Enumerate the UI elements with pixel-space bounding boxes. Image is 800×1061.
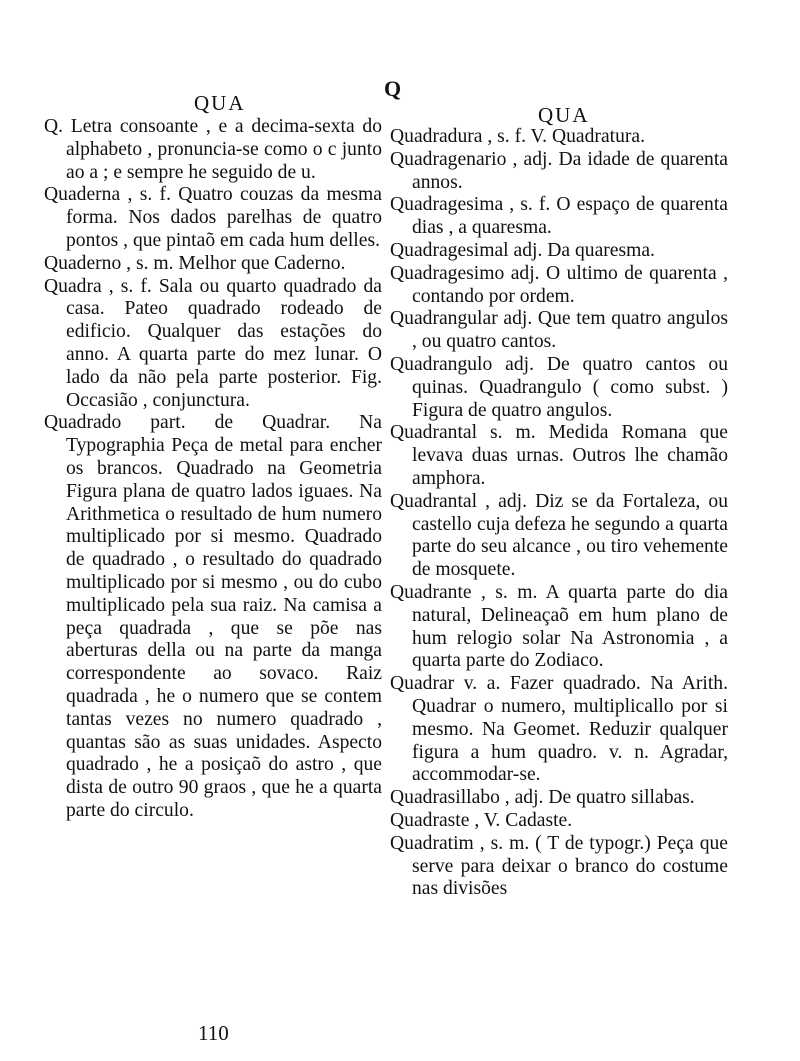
entry-quadrantal-noun: Quadrantal s. m. Medida Romana que levava duas urnas. Outros lhe chamão amphora. [390, 422, 728, 489]
entry-quaderno: Quaderno , s. m. Melhor que Caderno. [44, 252, 346, 274]
entry-quadratim: Quadratim , s. m. ( T de typogr.) Peça que serve para deixar o branco do costume nas divisões [390, 832, 728, 900]
left-running-header: QUA [194, 91, 246, 115]
entry-quadrangular: Quadrangular adj. Que tem quatro angulos , ou quatro cantos. [390, 308, 728, 353]
entry-quadra: Quadra , s. f. Sala ou quarto quadrado da casa. Pateo quadrado rodeado de edificio. Qualquer das estações do anno. A quarta parte do mez lunar. O lado da não pela parte posterior. Fig. Occasião , conjunctura. [44, 275, 382, 411]
entry-quadrasillabo: Quadrasillabo , adj. De quatro sillabas. [390, 787, 695, 809]
right-running-header: QUA [538, 103, 590, 127]
entry-quadrado: Quadrado part. de Quadrar. Na Typographia Peça de metal para encher os brancos. Quadrado na Geometria Figura plana de quatro lados iguaes. Na Arithmetica o resultado de hum numero multiplicado por si mesmo. Quadrado de quadrado , o resultado do quadrado multiplicado por si mesmo , ou do cubo multiplicado pela sua raiz. Na camisa a peça quadrada , que se põe nas aberturas della ou na parte da manga correspondente ao sovaco. Raiz quadrada , he o numero que se contem tantas vezes no numero quadrado , quantas são as suas unidades. Aspecto quadrado , he a posiçaõ do astro , que dista de outro 90 graos , que he a quarta parte do circulo. [44, 412, 382, 821]
entry-q: Q. Letra consoante , e a decima-sexta do alphabeto , pronuncia-se como o c junto ao a ; e sempre he seguido de u. [44, 116, 382, 183]
entry-quadragenario: Quadragenario , adj. Da idade de quarenta annos. [390, 148, 728, 193]
entry-quadrante: Quadrante , s. m. A quarta parte do dia natural, Delineaçaõ em hum plano de hum relogio solar Na Astronomia , a quarta parte do Zodiaco. [390, 581, 728, 672]
entry-quadradura: Quadradura , s. f. V. Quadratura. [390, 126, 646, 147]
signature-mark: Q [384, 76, 402, 101]
entry-quadraste: Quadraste , V. Cadaste. [390, 809, 573, 831]
entry-quadrangulo: Quadrangulo adj. De quatro cantos ou quinas. Quadrangulo ( como subst. ) Figura de quatro angulos. [390, 353, 728, 421]
entry-quadrar: Quadrar v. a. Fazer quadrado. Na Arith. Quadrar o numero, multiplicallo por si mesmo. Na Geomet. Reduzir qualquer figura a hum quadro. v. n. Agradar, accommodar-se. [390, 673, 728, 786]
entry-quadragesimo: Quadragesimo adj. O ultimo de quarenta , contando por ordem. [390, 262, 728, 307]
entry-quaderna: Quaderna , s. f. Quatro couzas da mesma forma. Nos dados parelhas de quatro pontos , que pintaõ em cada hum delles. [44, 184, 382, 251]
right-entries [390, 126, 728, 901]
entry-quadrantal-adj: Quadrantal , adj. Diz se da Fortaleza, ou castello cuja defeza he segundo a quarta parte do seu alcance , ou tiro vehemente de mosquete. [390, 490, 728, 581]
page-number: 110 [198, 1021, 229, 1045]
entry-quadragesimal: Quadragesimal adj. Da quaresma. [390, 239, 655, 261]
entry-quadragesima: Quadragesima , s. f. O espaço de quarenta dias , a quaresma. [390, 194, 728, 239]
left-entries [44, 116, 382, 823]
